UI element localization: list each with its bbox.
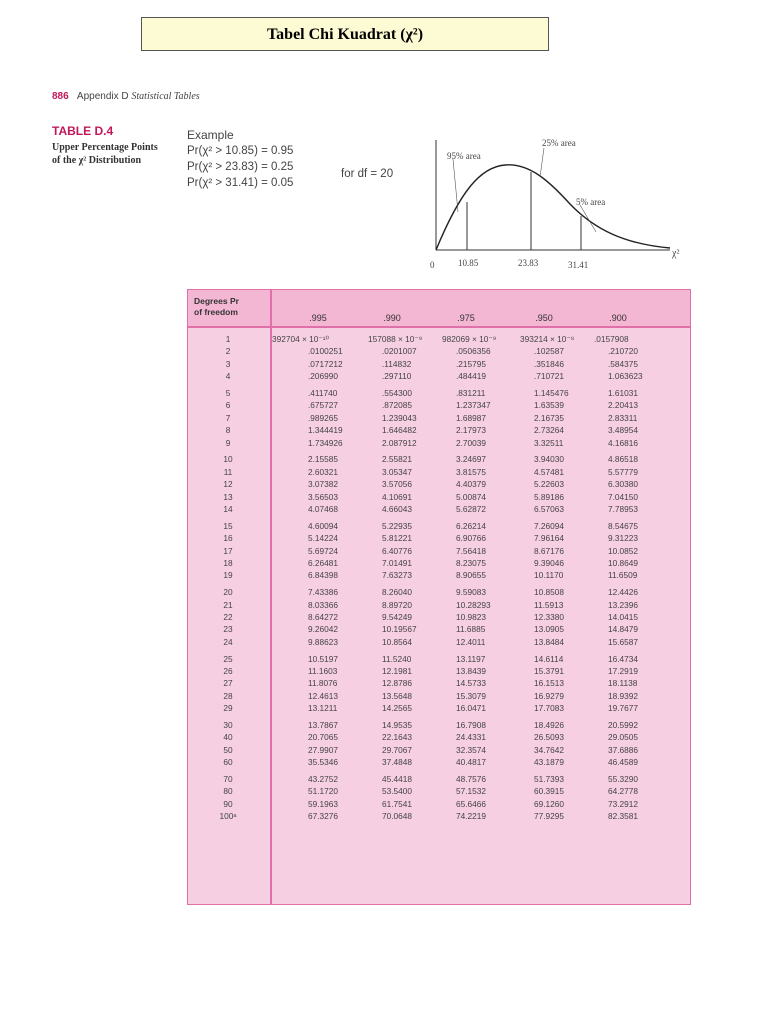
df-column-header	[194, 296, 239, 318]
value-cell: 7.78953	[608, 504, 638, 514]
value-cell: 12.1981	[382, 666, 412, 676]
value-cell: .0717212	[308, 358, 343, 369]
appendix-label: Appendix D	[76, 91, 129, 102]
df-cell: 19	[223, 570, 233, 581]
page-header	[52, 91, 200, 102]
df-cell: 9	[225, 437, 231, 448]
probability-column-header: .975	[457, 313, 475, 323]
value-cell: 18.9392	[608, 690, 638, 701]
value-cell: 1.63539	[534, 400, 564, 411]
table-label: TABLE D.4	[52, 124, 114, 138]
value-cell: 51.1720	[308, 786, 338, 797]
chi-square-table	[187, 289, 691, 905]
area95-label: 95% area	[447, 151, 481, 161]
value-cell: .831211	[456, 388, 486, 398]
df-cell: 8	[225, 425, 231, 436]
value-cell: 60.3915	[534, 786, 564, 797]
example-heading: Example	[187, 128, 234, 142]
value-cell: 9.88623	[308, 636, 338, 647]
value-cell: 3.57056	[382, 479, 412, 490]
value-cell: 12.4613	[308, 690, 338, 701]
value-cell: 3.94030	[534, 454, 564, 465]
value-cell: 1.239043	[382, 412, 417, 423]
value-cell: 82.3581	[608, 811, 638, 822]
tick-label: 23.83	[518, 258, 539, 268]
value-cell: 29.0505	[608, 732, 638, 743]
value-cell: 3.32511	[534, 437, 564, 448]
value-cell: 2.17973	[456, 425, 486, 436]
page-number: 886	[52, 91, 69, 102]
value-cell: .206990	[308, 371, 338, 382]
area5-label: 5% area	[576, 197, 606, 207]
value-cell: 43.1879	[534, 757, 564, 768]
value-cell: 982069 × 10⁻⁹	[442, 334, 497, 344]
value-cell: 7.56418	[456, 545, 486, 556]
value-cell: 2.16735	[534, 412, 564, 423]
value-cell: 7.01491	[382, 558, 412, 568]
value-cell: 4.40379	[456, 479, 486, 490]
value-cell: 24.4331	[456, 732, 486, 743]
value-cell: 8.67176	[534, 545, 564, 556]
value-cell: 5.57779	[608, 466, 638, 477]
value-cell: 7.63273	[382, 570, 412, 581]
value-cell: 5.22603	[534, 479, 564, 490]
value-cell: .0201007	[382, 346, 417, 357]
df-cell: 30	[223, 720, 233, 730]
value-cell: 74.2219	[456, 811, 486, 822]
value-cell: 61.7541	[382, 798, 412, 809]
value-cell: 5.00874	[456, 491, 486, 502]
value-cell: 4.57481	[534, 466, 564, 477]
pr-label: Pr	[229, 296, 239, 306]
value-cell: 1.344419	[308, 425, 343, 436]
value-cell: 27.9907	[308, 744, 338, 755]
value-cell: 13.1211	[308, 703, 338, 714]
value-cell: 10.5197	[308, 653, 338, 664]
value-cell: 13.8439	[456, 666, 486, 676]
value-cell: .114832	[382, 358, 412, 369]
value-cell: 77.9295	[534, 811, 564, 822]
value-cell: .210720	[608, 346, 638, 357]
value-cell: 7.43386	[308, 587, 338, 598]
value-cell: 14.6114	[534, 653, 564, 664]
value-cell: 157088 × 10⁻⁹	[368, 334, 423, 344]
df-cell: 50	[223, 744, 233, 755]
value-cell: 40.4817	[456, 757, 486, 768]
value-cell: .0100251	[308, 346, 343, 357]
df-note: for df = 20	[341, 168, 394, 180]
value-cell: 17.2919	[608, 666, 638, 676]
value-cell: 8.23075	[456, 558, 486, 568]
df-cell: 22	[223, 612, 233, 622]
value-cell: 6.26481	[308, 558, 338, 568]
value-cell: 73.2912	[608, 798, 638, 809]
df-cell: 12	[223, 479, 233, 490]
df-cell: 29	[223, 703, 233, 714]
section-label: Statistical Tables	[131, 91, 200, 102]
value-cell: 53.5400	[382, 786, 412, 797]
value-cell: 13.0905	[534, 624, 564, 635]
value-cell: 67.3276	[308, 811, 338, 822]
value-cell: 1.063623	[608, 371, 643, 382]
value-cell: 15.3079	[456, 690, 486, 701]
df-cell: 25	[223, 653, 233, 664]
value-cell: 57.1532	[456, 786, 486, 797]
value-cell: 16.1513	[534, 678, 564, 689]
value-cell: 7.26094	[534, 520, 564, 531]
value-cell: 26.5093	[534, 732, 564, 743]
df-cell: 60	[223, 757, 233, 768]
value-cell: 1.61031	[608, 388, 638, 398]
value-cell: .297110	[382, 371, 412, 382]
value-cell: 8.90655	[456, 570, 486, 581]
df-cell: 20	[223, 587, 233, 598]
of-freedom-label: of freedom	[194, 307, 238, 317]
value-cell: 1.734926	[308, 437, 343, 448]
df-cell: 100ᵃ	[219, 811, 237, 822]
df-cell: 1	[225, 334, 231, 344]
df-cell: 90	[223, 798, 233, 809]
probability-column-header: .995	[309, 313, 327, 323]
df-cell: 2	[225, 346, 231, 357]
value-cell: 10.8564	[382, 636, 412, 647]
probability-column-header: .900	[609, 313, 627, 323]
value-cell: 3.07382	[308, 479, 338, 490]
example-block	[187, 128, 293, 191]
value-cell: 51.7393	[534, 774, 564, 784]
value-cell: 15.6587	[608, 636, 638, 647]
value-cell: 19.7677	[608, 703, 638, 714]
value-cell: 10.0852	[608, 545, 638, 556]
value-cell: 2.70039	[456, 437, 486, 448]
value-cell: 8.03366	[308, 599, 338, 610]
value-cell: 8.89720	[382, 599, 412, 610]
value-cell: 12.3380	[534, 612, 564, 622]
value-cell: 13.8484	[534, 636, 564, 647]
value-cell: 3.48954	[608, 425, 638, 436]
value-cell: 43.2752	[308, 774, 338, 784]
value-cell: 3.05347	[382, 466, 412, 477]
df-cell: 28	[223, 690, 233, 701]
value-cell: 37.4848	[382, 757, 412, 768]
example-line: Pr(χ² > 23.83) = 0.25	[187, 161, 294, 173]
value-cell: 11.5913	[534, 599, 564, 610]
df-cell: 4	[225, 371, 231, 382]
value-cell: 11.5240	[382, 653, 412, 664]
value-cell: .484419	[456, 371, 486, 382]
value-cell: 20.7065	[308, 732, 338, 743]
value-cell: 70.0648	[382, 811, 412, 822]
df-cell: 27	[223, 678, 233, 689]
value-cell: 18.1138	[608, 678, 638, 689]
value-cell: 3.56503	[308, 491, 338, 502]
value-cell: 2.83311	[608, 412, 638, 423]
value-cell: 32.3574	[456, 744, 486, 755]
value-cell: 8.64272	[308, 612, 338, 622]
example-line: Pr(χ² > 31.41) = 0.05	[187, 177, 294, 189]
value-cell: 20.5992	[608, 720, 638, 730]
value-cell: 10.19567	[382, 624, 417, 635]
value-cell: 14.5733	[456, 678, 486, 689]
value-cell: .102587	[534, 346, 564, 357]
value-cell: 5.14224	[308, 533, 338, 544]
value-cell: 65.6466	[456, 798, 486, 809]
value-cell: 29.7067	[382, 744, 412, 755]
value-cell: 69.1260	[534, 798, 564, 809]
value-cell: 14.9535	[382, 720, 412, 730]
value-cell: 15.3791	[534, 666, 564, 676]
value-cell: 393214 × 10⁻⁸	[520, 334, 575, 344]
value-cell: 12.4011	[456, 636, 486, 647]
value-cell: 8.26040	[382, 587, 412, 598]
value-cell: .989265	[308, 412, 338, 423]
df-cell: 80	[223, 786, 233, 797]
value-cell: 3.24697	[456, 454, 486, 465]
df-cell: 21	[223, 599, 233, 610]
value-cell: 35.5346	[308, 757, 338, 768]
value-cell: 34.7642	[534, 744, 564, 755]
value-cell: .675727	[308, 400, 338, 411]
value-cell: 12.4426	[608, 587, 638, 598]
probability-column-header: .990	[383, 313, 401, 323]
value-cell: 1.145476	[534, 388, 569, 398]
value-cell: 6.84398	[308, 570, 338, 581]
axis-label: χ²	[672, 248, 680, 259]
value-cell: 5.69724	[308, 545, 338, 556]
value-cell: 8.54675	[608, 520, 638, 531]
value-cell: 64.2778	[608, 786, 638, 797]
df-cell: 14	[223, 504, 233, 514]
value-cell: .0506356	[456, 346, 491, 357]
df-cell: 6	[225, 400, 231, 411]
value-cell: 13.5648	[382, 690, 412, 701]
value-cell: 17.7083	[534, 703, 564, 714]
df-cell: 7	[225, 412, 231, 423]
value-cell: 2.60321	[308, 466, 338, 477]
value-cell: 6.40776	[382, 545, 412, 556]
value-cell: 1.237347	[456, 400, 491, 411]
chi-square-curve-figure	[420, 132, 690, 272]
value-cell: 10.9823	[456, 612, 486, 622]
value-cell: 5.81221	[382, 533, 412, 544]
value-cell: 5.89186	[534, 491, 564, 502]
tick-label: 31.41	[568, 260, 589, 270]
value-cell: 14.0415	[608, 612, 638, 622]
value-cell: 14.2565	[382, 703, 412, 714]
value-cell: 3.81575	[456, 466, 486, 477]
value-cell: 48.7576	[456, 774, 486, 784]
df-cell: 13	[223, 491, 233, 502]
value-cell: .0157908	[594, 334, 629, 344]
area25-label: 25% area	[542, 138, 576, 148]
value-cell: 9.26042	[308, 624, 338, 635]
value-cell: 10.28293	[456, 599, 491, 610]
value-cell: 46.4589	[608, 757, 638, 768]
column-divider	[270, 290, 272, 904]
value-cell: .351846	[534, 358, 564, 369]
value-cell: 1.646482	[382, 425, 417, 436]
value-cell: 11.6509	[608, 570, 638, 581]
value-cell: 45.4418	[382, 774, 412, 784]
origin-label: 0	[430, 260, 435, 270]
value-cell: 6.30380	[608, 479, 638, 490]
value-cell: 2.20413	[608, 400, 638, 411]
df-cell: 24	[223, 636, 233, 647]
value-cell: 5.62872	[456, 504, 486, 514]
value-cell: 37.6886	[608, 744, 638, 755]
df-cell: 23	[223, 624, 233, 635]
value-cell: 9.31223	[608, 533, 638, 544]
tick-label: 10.85	[458, 258, 479, 268]
value-cell: 55.3290	[608, 774, 638, 784]
value-cell: 59.1963	[308, 798, 338, 809]
value-cell: 392704 × 10⁻¹⁰	[272, 334, 329, 344]
value-cell: .411740	[308, 388, 338, 398]
value-cell: 2.73264	[534, 425, 564, 436]
value-cell: 16.4734	[608, 653, 638, 664]
value-cell: 12.8786	[382, 678, 412, 689]
value-cell: .872085	[382, 400, 412, 411]
value-cell: 2.55821	[382, 454, 412, 465]
df-cell: 3	[225, 358, 231, 369]
value-cell: 6.90766	[456, 533, 486, 544]
value-cell: 4.86518	[608, 454, 638, 465]
value-cell: 11.6885	[456, 624, 486, 635]
value-cell: 13.7867	[308, 720, 338, 730]
example-line: Pr(χ² > 10.85) = 0.95	[187, 145, 294, 157]
value-cell: 4.66043	[382, 504, 412, 514]
value-cell: 22.1643	[382, 732, 412, 743]
value-cell: 11.1603	[308, 666, 338, 676]
value-cell: 1.68987	[456, 412, 486, 423]
value-cell: 9.59083	[456, 587, 486, 598]
value-cell: 6.26214	[456, 520, 486, 531]
value-cell: 4.07468	[308, 504, 338, 514]
value-cell: 5.22935	[382, 520, 412, 531]
table-description: Upper Percentage Points of the χ² Distribution	[52, 142, 158, 166]
value-cell: 10.8649	[608, 558, 638, 568]
df-cell: 10	[223, 454, 233, 465]
df-cell: 17	[223, 545, 233, 556]
value-cell: 16.7908	[456, 720, 486, 730]
value-cell: 7.96164	[534, 533, 564, 544]
value-cell: 18.4926	[534, 720, 564, 730]
value-cell: 14.8479	[608, 624, 638, 635]
value-cell: 4.60094	[308, 520, 338, 531]
value-cell: .554300	[382, 388, 412, 398]
df-cell: 26	[223, 666, 233, 676]
value-cell: 9.39046	[534, 558, 564, 568]
df-cell: 40	[223, 732, 233, 743]
df-cell: 16	[223, 533, 233, 544]
df-cell: 11	[223, 466, 233, 477]
value-cell: 16.9279	[534, 690, 564, 701]
value-cell: 2.15585	[308, 454, 338, 465]
value-cell: 2.087912	[382, 437, 417, 448]
value-cell: 13.1197	[456, 653, 486, 664]
probability-column-header: .950	[535, 313, 553, 323]
df-cell: 15	[223, 520, 233, 531]
value-cell: .710721	[534, 371, 564, 382]
page-title: Tabel Chi Kuadrat (χ²)	[141, 17, 549, 51]
df-cell: 70	[223, 774, 233, 784]
value-cell: 10.8508	[534, 587, 564, 598]
value-cell: 13.2396	[608, 599, 638, 610]
value-cell: 9.54249	[382, 612, 412, 622]
degrees-label: Degrees	[194, 296, 228, 306]
value-cell: 6.57063	[534, 504, 564, 514]
value-cell: 16.0471	[456, 703, 486, 714]
value-cell: .215795	[456, 358, 486, 369]
value-cell: 4.10691	[382, 491, 412, 502]
df-cell: 5	[225, 388, 231, 398]
value-cell: 4.16816	[608, 437, 638, 448]
value-cell: .584375	[608, 358, 638, 369]
df-cell: 18	[223, 558, 233, 568]
value-cell: 10.1170	[534, 570, 564, 581]
value-cell: 7.04150	[608, 491, 638, 502]
value-cell: 11.8076	[308, 678, 338, 689]
